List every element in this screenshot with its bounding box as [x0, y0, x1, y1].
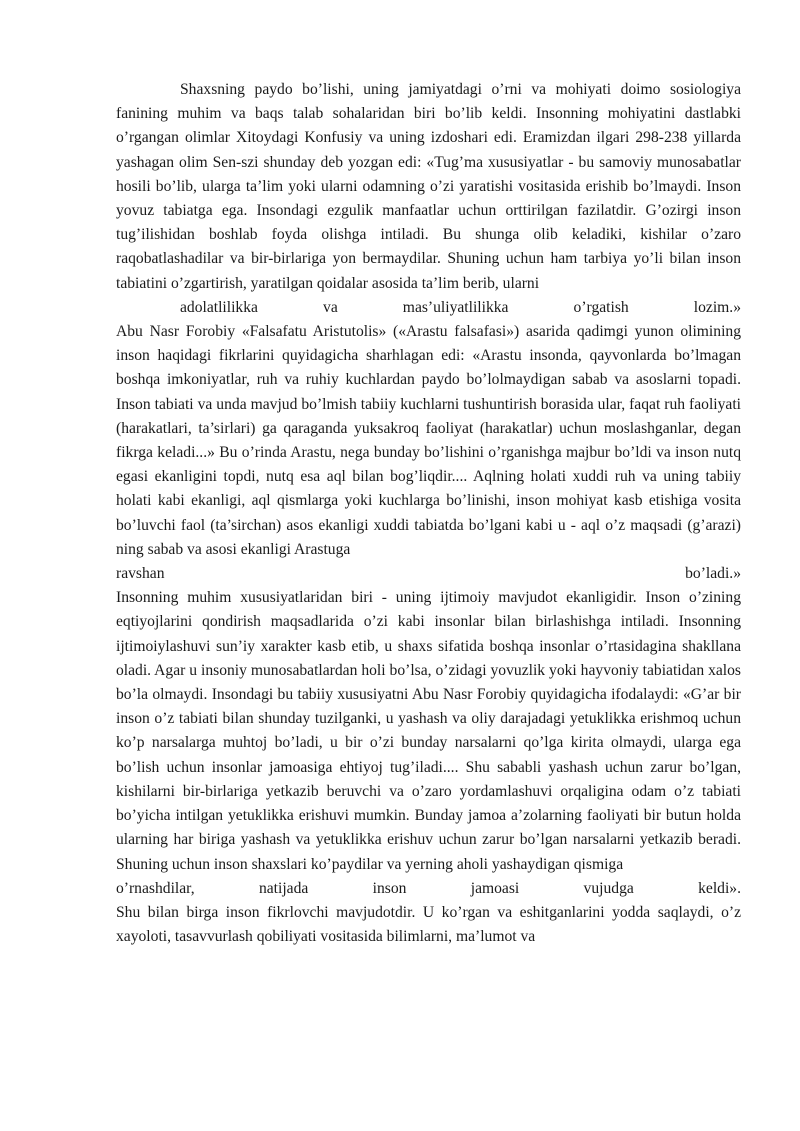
paragraph-3-last-line: o’rnashdilar, natijada inson jamoasi vujudga keldi». — [116, 879, 741, 897]
document-page — [116, 78, 741, 949]
paragraph-1 — [116, 78, 741, 320]
paragraph-1-body: Shaxsning paydo bo’lishi, uning jamiyatdagi o’rni va mohiyati doimo sosiologiya fanining muhim va baqs talab sohalaridan biri bo’lib keldi. Insonning mohiyatini dastlabki o’rgangan olimlar Xitoydagi Konfusiy va uning izdoshari edi. Eramizdan ilgari 298-238 yillarda yashagan olim Sen-szi shunday deb yozgan edi: «Tug’ma xususiyatlar - bu samoviy munosabatlar hosili bo’lib, ularga ta’lim yoki ularni odamning o’zi yaratishi vositasida erishib bo’lmaydi. Inson yovuz tabiatga ega. Insondagi ezgulik manfaatlar uchun orttirilgan fazilatdir. G’ozirgi inson tug’ilishidan boshlab foyda olishga intiladi. Bu shunga olib keladiki, kishilar o’zaro raqobatlashadilar va bir-birlariga yon bermaydilar. Shuning uchun ham tarbiya yo’li bilan inson tabiatini o’zgartirish, yaratilgan qoidalar asosida ta’lim berib, ularni — [116, 81, 741, 292]
paragraph-4 — [116, 901, 741, 949]
paragraph-3-body: Insonning muhim xususiyatlaridan biri - uning ijtimoiy mavjudot ekanligidir. Inson o’zining eqtiyojlarini qondirish maqsadlarida o’zi kabi insonlar bilan birlashishga intiladi. Insonning ijtimoiylashuvi sun’iy xarakter kasb etib, u shaxs sifatida boshqa insonlar o’rtasidagina shakllana oladi. Agar u insoniy munosabatlardan holi bo’lsa, o’zidagi yovuzlik yoki hayvoniy tabiatidan xalos bo’la olmaydi. Insondagi bu tabiiy xususiyatni Abu Nasr Forobiy quyidagicha ifodalaydi: «G’ar bir inson o’z tabiati bilan shunday tuzilganki, u yashash va oliy darajadagi yetuklikka erishmoq uchun ko’p narsalarga muhtoj bo’ladi, u bir o’zi bunday narsalarni qo’lga kirita olmaydi, ularga ega bo’lish uchun insonlar jamoasiga ehtiyoj tug’iladi.... Shu sababli yashash uchun zarur bo’lgan, kishilarni bir-birlariga yetkazib beruvchi va o’zaro yordamlashuvi orqaligina odam o’z tabiati bo’yicha intilgan yetuklikka erishuvi mumkin. Bunday jamoa a’zolarning faoliyati bir butun holda ularning har biriga yashash va yetuklikka erishuv uchun zarur bo’lgan narsalarni yetkazib beradi. Shuning uchun inson shaxslari ko’paydilar va yerning aholi yashaydigan qismiga — [116, 589, 741, 873]
paragraph-2-body: Abu Nasr Forobiy «Falsafatu Aristutolis» («Arastu falsafasi») asarida qadimgi yunon olimining inson haqidagi fikrlarini quyidagicha sharhlagan edi: «Arastu insonda, qayvonlarda bo’lmagan boshqa imkoniyatlar, ruh va ruhiy kuchlardan paydo bo’lolmaydigan sabab va asoslarni topadi. Inson tabiati va unda mavjud bo’lmish tabiiy kuchlarni tushuntirish borasida ular, faqat ruh faoliyati (harakatlari, ta’sirlari) ga qaraganda yuksakroq faoliyat (harakatlar) uchun moslashganlar, degan fikrga keladi...» Bu o’rinda Arastu, nega bunday bo’lishini o’rganishga majbur bo’ldi va inson nutq egasi ekanligini topdi, nutq esa aql bilan bog’liqdir.... Aqlning holati xuddi ruh va uning tabiiy holati kabi ekanligi, aql qismlarga yoki kuchlarga bo’linishi, inson mohiyat kasb etishiga vosita bo’luvchi faol (ta’sirchan) asos ekanligi xuddi tabiatda bo’lgani kabi u - aql o’z maqsadi (g’arazi) ning sabab va asosi ekanligi Arastuga — [116, 323, 741, 558]
paragraph-2-last-line: ravshan bo’ladi.» — [116, 565, 741, 583]
paragraph-1-last-line: adolatlilikka va mas’uliyatlilikka o’rgatish lozim.» — [180, 298, 741, 316]
paragraph-4-body: Shu bilan birga inson fikrlovchi mavjudotdir. U ko’rgan va eshitganlarini yodda saqlaydi, o’z xayoloti, tasavvurlash qobiliyati vositasida bilimlarni, ma’lumot va — [116, 903, 741, 946]
paragraph-3 — [116, 586, 741, 901]
paragraph-2 — [116, 320, 741, 586]
